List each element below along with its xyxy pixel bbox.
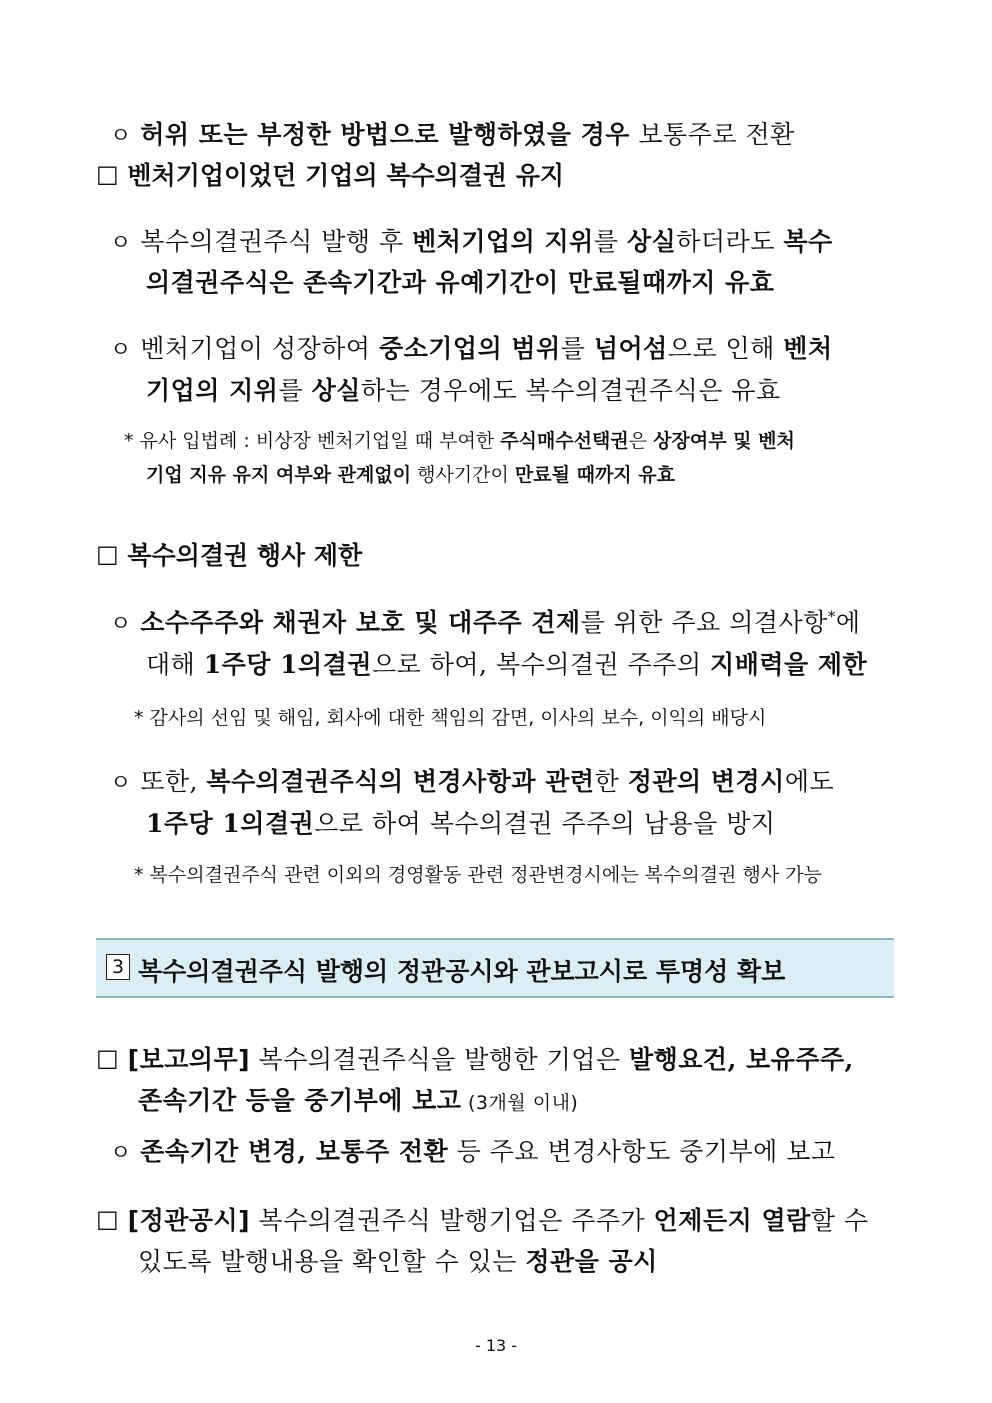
section-header — [96, 938, 894, 998]
square-bullet: □ — [96, 1044, 120, 1072]
circle-bullet: ㅇ — [110, 338, 132, 363]
note-mark: * — [124, 430, 134, 452]
paragraph-p1: ㅇ 허위 또는 부정한 방법으로 발행하였을 경우 보통주로 전환 — [110, 120, 795, 149]
section-title: 복수의결권주식 발행의 정관공시와 관보고시로 투명성 확보 — [138, 957, 786, 986]
paragraph-p2-line2: 의결권주식은 존속기간과 유예기간이 만료될때까지 유효 — [146, 268, 775, 297]
circle-bullet: ㅇ — [110, 771, 132, 796]
circle-bullet: ㅇ — [110, 1141, 132, 1166]
note-n3: * 복수의결권주식 관련 이외의 경영활동 관련 정관변경시에는 복수의결권 행사 가능 — [134, 864, 822, 886]
note-n2: * 감사의 선임 및 해임, 회사에 대한 책임의 감면, 이사의 보수, 이익의 배당시 — [134, 707, 767, 729]
circle-bullet: ㅇ — [110, 231, 132, 256]
note-mark: * — [134, 864, 144, 886]
paragraph-p5-line2: 1주당 1의결권으로 하여 복수의결권 주주의 남용을 방지 — [146, 809, 776, 838]
heading-venture-retain: □ 벤처기업이었던 기업의 복수의결권 유지 — [96, 160, 565, 190]
paragraph-p3-line1: ㅇ 벤처기업이 성장하여 중소기업의 범위를 넘어섬으로 인해 벤처 — [110, 334, 833, 363]
paragraph-p8-line2: 있도록 발행내용을 확인할 수 있는 정관을 공시 — [138, 1247, 658, 1276]
note-n1-line2: 기업 지유 유지 여부와 관계없이 행사기간이 만료될 때까지 유효 — [146, 464, 675, 486]
paragraph-p8-line1: □ [정관공시] 복수의결권주식 발행기업은 주주가 언제든지 열람할 수 — [96, 1205, 869, 1235]
paragraph-p7: ㅇ 존속기간 변경, 보통주 전환 등 주요 변경사항도 중기부에 보고 — [110, 1137, 836, 1166]
square-bullet: □ — [96, 160, 119, 188]
paragraph-p6-line1: □ [보고의무] 복수의결권주식을 발행한 기업은 발행요건, 보유주주, — [96, 1044, 854, 1074]
square-bullet: □ — [96, 1205, 120, 1233]
heading-restriction: □ 복수의결권 행사 제한 — [96, 540, 363, 570]
note-mark: * — [134, 707, 144, 729]
page-number: - 13 - — [474, 1336, 518, 1355]
paragraph-p6-line2: 존속기간 등을 중기부에 보고 (3개월 이내) — [138, 1086, 579, 1115]
square-bullet: □ — [96, 540, 119, 568]
paragraph-p3-line2: 기업의 지위를 상실하는 경우에도 복수의결권주식은 유효 — [146, 376, 781, 405]
paragraph-p4-line1: ㅇ 소수주주와 채권자 보호 및 대주주 견제를 위한 주요 의결사항*에 — [110, 607, 861, 637]
section-number-box: 3 — [106, 954, 130, 980]
note-n1-line1: * 유사 입법례 : 비상장 벤처기업일 때 부여한 주식매수선택권은 상장여부 및 벤처 — [124, 430, 795, 452]
paragraph-p4-line2: 대해 1주당 1의결권으로 하여, 복수의결권 주주의 지배력을 제한 — [146, 650, 868, 679]
paragraph-p5-line1: ㅇ 또한, 복수의결권주식의 변경사항과 관련한 정관의 변경시에도 — [110, 767, 835, 796]
circle-bullet: ㅇ — [110, 612, 132, 637]
paragraph-p2-line1: ㅇ 복수의결권주식 발행 후 벤처기업의 지위를 상실하더라도 복수 — [110, 227, 833, 256]
circle-bullet: ㅇ — [110, 124, 132, 149]
